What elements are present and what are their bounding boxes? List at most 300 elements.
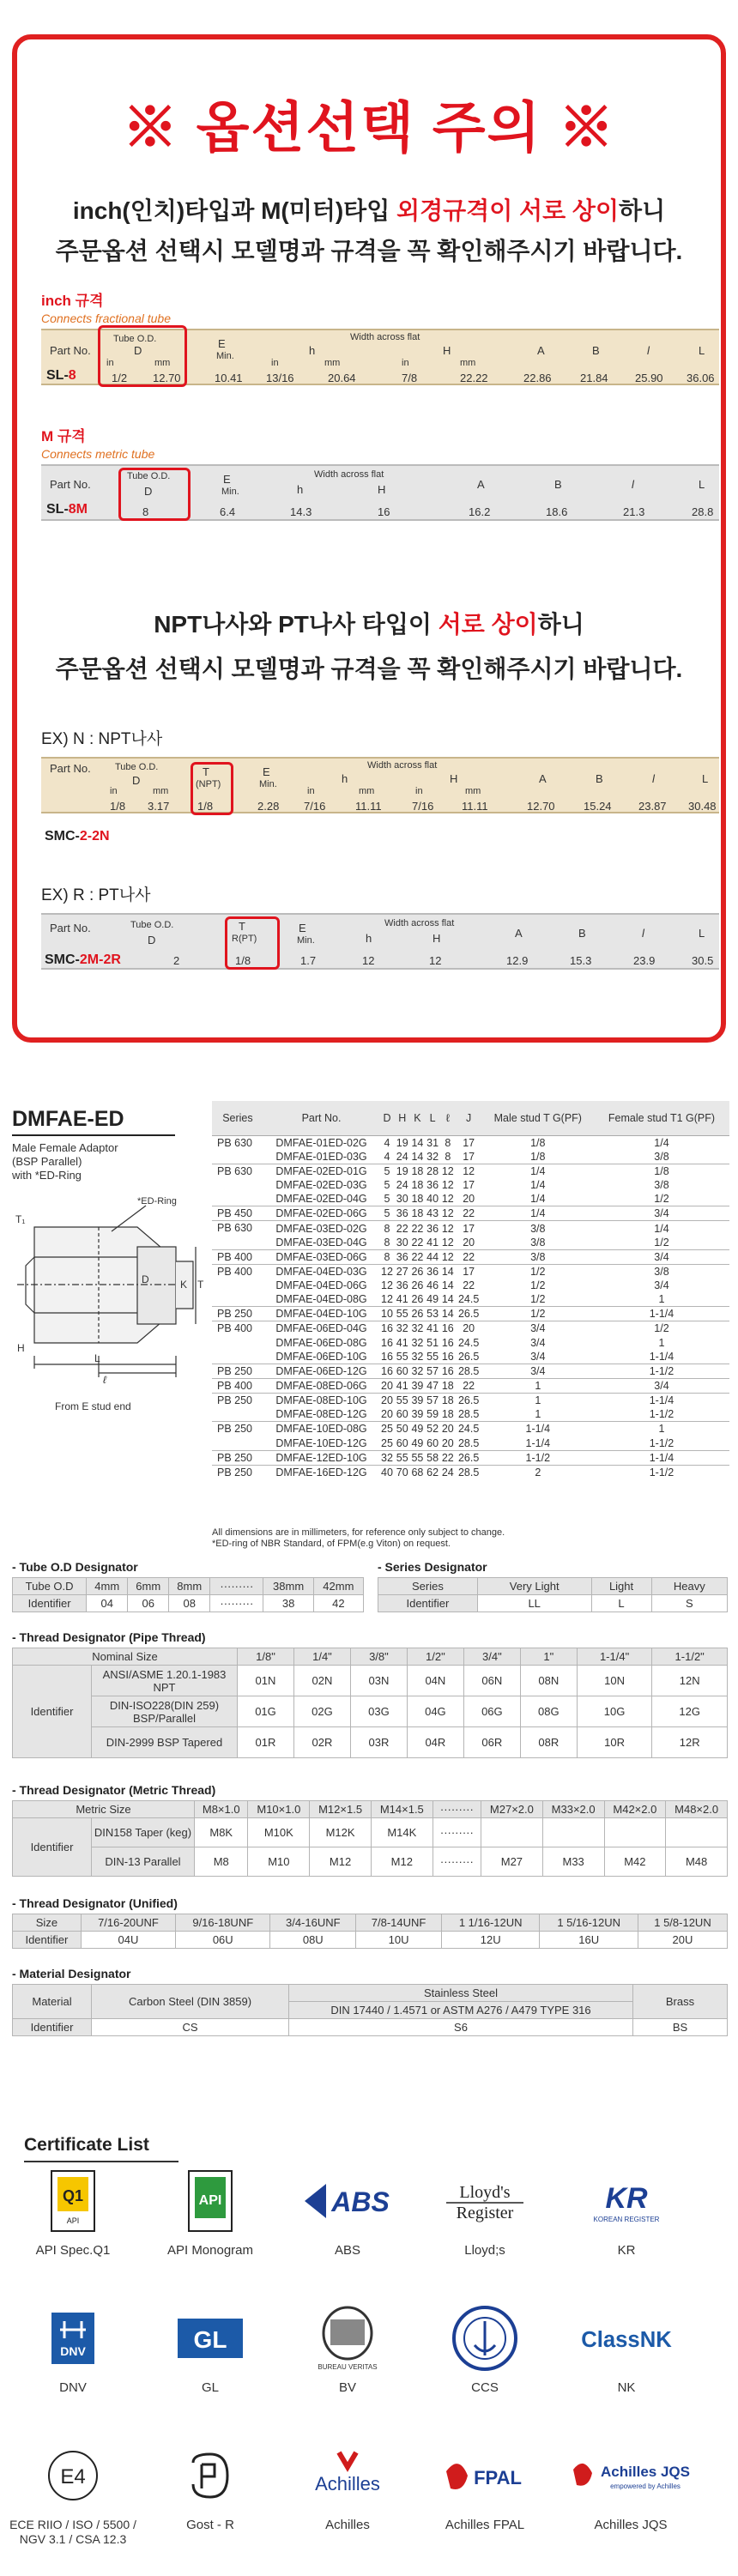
table-cell: 1/4 — [482, 1206, 594, 1221]
ccs-logo — [438, 2300, 532, 2377]
table-cell: 19 — [396, 1136, 408, 1149]
metric-cell: M12 — [310, 1847, 372, 1877]
series-cell — [212, 1292, 263, 1307]
table-cell: 18 — [411, 1207, 424, 1220]
table-cell: 49 — [426, 1293, 439, 1306]
table-cell: 28.5 — [456, 1436, 482, 1451]
table-cell: 5 — [379, 1178, 395, 1193]
table-header: Part No. — [263, 1101, 379, 1135]
svg-text:GL: GL — [193, 2326, 227, 2353]
table-row — [212, 1379, 729, 1394]
table-cell: 1-1/2 — [594, 1407, 729, 1422]
table-cell: 22 — [411, 1236, 424, 1249]
table-cell: 1/2 — [654, 1193, 669, 1206]
series-cell — [212, 1236, 263, 1250]
table-cell: 36 — [426, 1179, 439, 1192]
pipe-cell: 02G — [293, 1696, 350, 1727]
pipe-cell: 06R — [463, 1727, 520, 1758]
table-cell: 12 — [441, 1222, 454, 1235]
table-cell: DMFAE-08ED-12G — [263, 1407, 379, 1422]
unified-cell: 1 5/8-12UN — [638, 1914, 727, 1932]
table-cell: 24.5 — [456, 1422, 482, 1436]
table-cell: 12 — [441, 1164, 454, 1177]
table-cell: 12 — [441, 1179, 454, 1192]
table-cell: 1 — [594, 1422, 729, 1436]
npt-t-highlight — [191, 762, 233, 815]
pt-spec — [41, 910, 719, 970]
table-cell: 32 — [411, 1322, 424, 1335]
pt-model: SMC-2M-2R — [45, 952, 121, 967]
nk-logo — [579, 2300, 674, 2377]
pipe-size: 1/2" — [407, 1648, 463, 1666]
notice-panel — [12, 34, 726, 1043]
pipe-cell: 10R — [577, 1727, 652, 1758]
table-cell: 40 — [426, 1193, 439, 1206]
table-cell: 16 — [441, 1351, 454, 1364]
metric-size: M10×1.0 — [248, 1801, 310, 1818]
table-header: J — [456, 1101, 482, 1135]
pipe-size: 1/4" — [293, 1648, 350, 1666]
table-cell: DMFAE-06ED-12G — [263, 1364, 379, 1379]
table-cell: 17 — [456, 1178, 482, 1193]
tube-od-cell: 08 — [169, 1595, 210, 1612]
pipe-cell: 12G — [652, 1696, 728, 1727]
table-cell: 1/8 — [482, 1135, 594, 1150]
table-cell: 26.5 — [456, 1394, 482, 1408]
table-cell: 41 — [426, 1322, 439, 1335]
table-cell: 17 — [456, 1135, 482, 1150]
table-cell: 3/8 — [594, 1178, 729, 1193]
unified-cell: 7/8-14UNF — [356, 1914, 442, 1932]
table-row — [212, 1307, 729, 1321]
table-cell: 1/4 — [482, 1178, 594, 1193]
pipe-cell: 06N — [463, 1666, 520, 1696]
table-row — [212, 1436, 729, 1451]
table-cell: 32 — [411, 1336, 424, 1349]
table-cell: 1 — [482, 1394, 594, 1408]
table-cell: 70 — [396, 1466, 408, 1478]
m-spec-table: Part No. Tube O.D. D 8 E Min. 6.4 Width across flat h H 14.3 16 A B l L 16.2 18.6 21.3 28.8 SL-8M — [41, 464, 719, 521]
product-description: Male Female Adaptor (BSP Parallel) with *ED-Ring — [12, 1141, 118, 1182]
svg-text:E4: E4 — [60, 2465, 86, 2488]
table-cell: 1/2 — [530, 1279, 546, 1292]
table-cell: DMFAE-06ED-10G — [263, 1350, 379, 1364]
table-cell: 16 — [381, 1322, 393, 1335]
table-cell: 62 — [426, 1466, 439, 1478]
pt-t-highlight — [225, 916, 280, 970]
table-cell: 43 — [426, 1207, 439, 1220]
table-cell: 40 — [381, 1466, 393, 1478]
metric-size: M12×1.5 — [310, 1801, 372, 1818]
table-cell: 24 — [441, 1466, 454, 1478]
table-cell: 50 — [396, 1423, 408, 1436]
table-cell: 26 — [411, 1265, 424, 1278]
table-header: Series — [212, 1101, 263, 1135]
table-cell: 22 — [456, 1379, 482, 1394]
api-q1-logo — [26, 2162, 120, 2240]
table-cell: 3/4 — [654, 1279, 669, 1292]
svg-text:API: API — [198, 2193, 222, 2208]
series-cell — [212, 1150, 263, 1164]
table-cell: 1/4 — [482, 1164, 594, 1178]
table-cell: DMFAE-02ED-04G — [275, 1193, 367, 1206]
product-title: DMFAE-ED — [12, 1107, 124, 1131]
table-cell: 55 — [426, 1351, 439, 1364]
table-cell: DMFAE-10ED-12G — [263, 1436, 379, 1451]
table-cell: 3/8 — [482, 1236, 594, 1250]
table-cell: 30 — [396, 1193, 408, 1206]
cert-abs: ABS ABS — [292, 2162, 403, 2258]
table-cell: 22 — [441, 1451, 454, 1464]
table-cell: 20 — [381, 1408, 393, 1421]
pipe-cell: 01G — [238, 1696, 294, 1727]
table-cell: 1/4 — [530, 1193, 546, 1206]
table-row — [212, 1164, 729, 1178]
table-cell: 3/8 — [594, 1150, 729, 1164]
svg-text:empowered by Achilles: empowered by Achilles — [610, 2482, 681, 2490]
table-cell: 26.5 — [456, 1450, 482, 1465]
cert-api-q1: Q1 API API Spec.Q1 — [17, 2162, 129, 2258]
pipe-thread-title: - Thread Designator (Pipe Thread) — [12, 1630, 206, 1644]
table-row — [212, 1249, 729, 1264]
metric-size: M42×2.0 — [604, 1801, 666, 1818]
table-cell: 55 — [411, 1451, 424, 1464]
table-cell: 39 — [411, 1380, 424, 1393]
table-cell: 39 — [411, 1408, 424, 1421]
table-cell: 57 — [426, 1394, 439, 1407]
svg-text:KOREAN REGISTER: KOREAN REGISTER — [593, 2216, 660, 2223]
cert-ece: E4 ECE RIIO / ISO / 5500 / NGV 3.1 / CSA 12.3 — [9, 2437, 137, 2547]
kr-logo — [579, 2162, 674, 2240]
table-row — [212, 1336, 729, 1351]
api-monogram-logo — [163, 2162, 257, 2240]
table-cell: 55 — [396, 1451, 408, 1464]
table-cell: 31 — [426, 1136, 439, 1149]
svg-text:Achilles JQS: Achilles JQS — [601, 2464, 690, 2480]
table-cell: 22 — [396, 1222, 408, 1235]
product-title-underline — [12, 1134, 175, 1136]
fpal-logo — [438, 2437, 532, 2514]
table-cell: 24.5 — [456, 1292, 482, 1307]
metric-thread-title: - Thread Designator (Metric Thread) — [12, 1783, 216, 1797]
pipe-cell: 10N — [577, 1666, 652, 1696]
table-cell: 55 — [396, 1394, 408, 1407]
series-cell: PB 630 — [212, 1164, 263, 1178]
notice-line-1: inch(인치)타입과 M(미터)타입 외경규격이 서로 상이하니 — [72, 197, 666, 224]
cert-gost: Gost - R — [154, 2437, 266, 2532]
table-cell: 18 — [411, 1179, 424, 1192]
table-cell: 1/2 — [482, 1307, 594, 1321]
pipe-size: 1-1/4" — [577, 1648, 652, 1666]
table-cell: 2 — [482, 1465, 594, 1479]
table-cell: DMFAE-04ED-10G — [263, 1307, 379, 1321]
table-cell: DMFAE-03ED-06G — [263, 1249, 379, 1264]
table-cell: 17 — [456, 1150, 482, 1164]
table-row — [212, 1178, 729, 1193]
table-cell: 4 — [379, 1135, 395, 1150]
series-cell: PB 400 — [212, 1321, 263, 1336]
table-cell: 1-1/4 — [482, 1436, 594, 1451]
table-cell: 3/4 — [482, 1350, 594, 1364]
table-cell: 1-1/2 — [594, 1465, 729, 1479]
table-cell: 28.5 — [456, 1407, 482, 1422]
table-cell: 30 — [396, 1236, 408, 1249]
table-cell: 12 — [441, 1236, 454, 1249]
table-cell: 1-1/4 — [594, 1450, 729, 1465]
m-spec-label: M 규격 — [41, 428, 86, 444]
table-cell: 18 — [441, 1408, 454, 1421]
cert-nk: ClassNK NK — [571, 2300, 682, 2395]
unified-cell: 16U — [540, 1932, 638, 1949]
metric-cell: M33 — [542, 1847, 604, 1877]
table-cell: 28.5 — [456, 1465, 482, 1479]
pipe-size: 1/8" — [238, 1648, 294, 1666]
table-cell: 3/8 — [482, 1249, 594, 1264]
metric-size-label: Metric Size — [13, 1801, 195, 1818]
unified-row — [13, 1914, 728, 1932]
table-cell: 20 — [456, 1236, 482, 1250]
unified-cell: 1 1/16-12UN — [441, 1914, 540, 1932]
table-cell: 55 — [396, 1351, 408, 1364]
table-cell: 16 — [381, 1365, 393, 1378]
npt-spec — [41, 753, 719, 844]
table-cell: 28.5 — [456, 1364, 482, 1379]
fitting-drawing — [9, 1188, 206, 1403]
pipe-row — [13, 1727, 728, 1758]
abs-logo — [300, 2162, 395, 2240]
npt-model: SMC-2-2N — [45, 829, 110, 844]
table-cell: 32 — [411, 1351, 424, 1364]
svg-text:Lloyd's: Lloyd's — [459, 2183, 511, 2202]
pipe-size: 3/4" — [463, 1648, 520, 1666]
svg-text:L: L — [94, 1352, 100, 1364]
unified-cell: Size — [13, 1914, 82, 1932]
metric-size: M8×1.0 — [195, 1801, 248, 1818]
cert-gl: GL GL — [154, 2300, 266, 2395]
tube-od-cell: 38 — [263, 1595, 313, 1612]
table-cell: 52 — [426, 1423, 439, 1436]
pipe-cell: 03N — [350, 1666, 407, 1696]
tube-od-cell: 06 — [128, 1595, 169, 1612]
table-cell: 8 — [379, 1249, 395, 1264]
series-row — [378, 1578, 728, 1595]
series-cell: PB 250 — [212, 1307, 263, 1321]
table-cell: 4 — [379, 1150, 395, 1164]
series-cell — [212, 1350, 263, 1364]
table-cell: 44 — [426, 1250, 439, 1263]
series-table — [378, 1577, 728, 1612]
table-cell: 1 — [594, 1292, 729, 1307]
table-row — [212, 1279, 729, 1293]
series-cell: Light — [591, 1578, 651, 1595]
inch-spec-table: Part No. Tube O.D. D in mm 1/2 12.70 E Min. 10.41 Width across flat h H in mm in mm 13/16 20.64 7/8 22.22 A B l L 22.86 21.84 25.90 36.06 SL-8 — [41, 329, 719, 385]
table-cell: 41 — [396, 1336, 408, 1349]
metric-cell: M10 — [248, 1847, 310, 1877]
jqs-logo — [566, 2437, 695, 2514]
dnv-logo — [26, 2300, 120, 2377]
dimension-table — [212, 1101, 729, 1479]
table-cell: DMFAE-12ED-10G — [263, 1450, 379, 1465]
table-cell: 36 — [396, 1279, 408, 1292]
table-cell: 19 — [396, 1164, 408, 1177]
svg-text:H: H — [17, 1342, 25, 1354]
table-row — [212, 1150, 729, 1164]
certificate-list-title: Certificate List — [24, 2135, 149, 2155]
table-cell: 1-1/2 — [594, 1364, 729, 1379]
inch-spec — [41, 288, 719, 385]
series-cell: PB 250 — [212, 1394, 263, 1408]
table-cell: 18 — [411, 1193, 424, 1206]
table-cell: 12 — [441, 1250, 454, 1263]
table-header: H — [395, 1101, 410, 1135]
table-cell: DMFAE-08ED-06G — [263, 1379, 379, 1394]
table-cell: 25 — [381, 1436, 393, 1449]
series-cell: Series — [378, 1578, 478, 1595]
metric-size: M48×2.0 — [666, 1801, 728, 1818]
pipe-cell: 12N — [652, 1666, 728, 1696]
pipe-header-row — [13, 1648, 728, 1666]
tube-od-cell: Identifier — [13, 1595, 87, 1612]
table-cell: 22 — [456, 1249, 482, 1264]
table-cell: 1/4 — [594, 1221, 729, 1236]
table-row — [212, 1135, 729, 1150]
notice-line-4: 주문옵션 선택시 모델명과 규격을 꼭 확인해주시기 바랍니다. — [55, 656, 683, 682]
metric-header-row — [13, 1801, 728, 1818]
pipe-standard: ANSI/ASME 1.20.1-1983 NPT — [92, 1666, 238, 1696]
notice-line-2: 주문옵션 선택시 모델명과 규격을 꼭 확인해주시기 바랍니다. — [55, 238, 683, 264]
pipe-row — [13, 1666, 728, 1696]
metric-standard: DIN158 Taper (keg) — [92, 1818, 195, 1847]
pipe-cell: 01R — [238, 1727, 294, 1758]
table-cell: 1-1/4 — [482, 1422, 594, 1436]
pipe-cell: 10G — [577, 1696, 652, 1727]
series-cell: Identifier — [378, 1595, 478, 1612]
table-cell: 10 — [381, 1308, 393, 1321]
table-cell: 1/2 — [594, 1236, 729, 1250]
table-cell: 3/4 — [594, 1206, 729, 1221]
tube-od-cell: 6mm — [128, 1578, 169, 1595]
pipe-cell: 04G — [407, 1696, 463, 1727]
metric-cell: M12 — [371, 1847, 433, 1877]
table-cell: 3/8 — [594, 1264, 729, 1279]
metric-cell: M27 — [481, 1847, 543, 1877]
table-cell: 1-1/4 — [594, 1394, 729, 1408]
bv-logo — [300, 2300, 395, 2377]
table-cell: 60 — [396, 1436, 408, 1449]
series-cell: L — [591, 1595, 651, 1612]
table-cell: 14 — [441, 1293, 454, 1306]
metric-thread-table — [12, 1800, 728, 1877]
tube-od-cell: 38mm — [263, 1578, 313, 1595]
svg-text:Q1: Q1 — [62, 2187, 84, 2204]
svg-text:FPAL: FPAL — [474, 2467, 522, 2488]
svg-text:ABS: ABS — [331, 2186, 390, 2217]
table-cell: 3/4 — [594, 1249, 729, 1264]
npt-label: EX) N : NPT나사 — [41, 730, 163, 748]
table-cell: 3/4 — [482, 1321, 594, 1336]
series-cell: PB 450 — [212, 1206, 263, 1221]
table-cell: DMFAE-06ED-04G — [263, 1321, 379, 1336]
table-cell: 55 — [396, 1308, 408, 1321]
unified-cell: 9/16-18UNF — [176, 1914, 270, 1932]
metric-cell — [481, 1818, 543, 1847]
pipe-thread-table — [12, 1648, 728, 1758]
table-footnote: All dimensions are in millimeters, for reference only subject to change. *ED-ring of NBR Standard, of FPM(e.g Viton) on request. — [212, 1527, 505, 1549]
inch-od-highlight — [98, 325, 187, 387]
table-cell: 8 — [379, 1221, 395, 1236]
inch-model: SL-8 — [46, 368, 76, 383]
table-cell: 22 — [411, 1250, 424, 1263]
table-cell: 8 — [379, 1236, 395, 1250]
svg-text:ClassNK: ClassNK — [581, 2328, 672, 2353]
pipe-cell: 02N — [293, 1666, 350, 1696]
tube-od-cell: 42mm — [313, 1578, 363, 1595]
metric-cell — [542, 1818, 604, 1847]
table-cell: 1-1/4 — [594, 1350, 729, 1364]
metric-size: M33×2.0 — [542, 1801, 604, 1818]
table-cell: 36 — [396, 1207, 408, 1220]
tube-od-cell: 42 — [313, 1595, 363, 1612]
series-cell — [212, 1407, 263, 1422]
table-cell: 16 — [381, 1336, 393, 1349]
unified-cell: 06U — [176, 1932, 270, 1949]
table-cell: 49 — [411, 1436, 424, 1449]
metric-cell: M14K — [371, 1818, 433, 1847]
pipe-size: 1-1/2" — [652, 1648, 728, 1666]
table-cell: 32 — [381, 1451, 393, 1464]
table-row — [212, 1394, 729, 1408]
pipe-size: 3/8" — [350, 1648, 407, 1666]
table-row — [212, 1206, 729, 1221]
table-cell: 24.5 — [457, 1336, 480, 1349]
table-cell: 20 — [463, 1193, 475, 1206]
series-cell: LL — [477, 1595, 591, 1612]
table-cell: 22 — [463, 1279, 475, 1292]
tube-od-title: - Tube O.D Designator — [12, 1560, 138, 1574]
pipe-cell: 03R — [350, 1727, 407, 1758]
table-cell: 32 — [411, 1365, 424, 1378]
table-cell: DMFAE-16ED-12G — [263, 1465, 379, 1479]
svg-text:Achilles: Achilles — [315, 2473, 380, 2494]
svg-text:API: API — [66, 2216, 80, 2225]
metric-cell — [666, 1818, 728, 1847]
material-title: - Material Designator — [12, 1967, 131, 1980]
table-cell: 26.5 — [456, 1350, 482, 1364]
unified-cell: 04U — [81, 1932, 175, 1949]
table-cell: 60 — [396, 1365, 408, 1378]
table-row — [212, 1192, 729, 1206]
table-cell: 14 — [441, 1308, 454, 1321]
table-cell: 47 — [426, 1380, 439, 1393]
table-cell: 20 — [381, 1394, 393, 1407]
achilles-logo — [300, 2437, 395, 2514]
table-cell: 60 — [426, 1436, 439, 1449]
table-cell: 27 — [396, 1265, 408, 1278]
tube-od-cell: 4mm — [87, 1578, 128, 1595]
table-cell: DMFAE-03ED-02G — [263, 1221, 379, 1236]
unified-row — [13, 1932, 728, 1949]
table-cell: DMFAE-08ED-10G — [263, 1394, 379, 1408]
unified-thread-title: - Thread Designator (Unified) — [12, 1896, 178, 1910]
table-cell: DMFAE-04ED-03G — [263, 1264, 379, 1279]
table-cell: 20 — [456, 1321, 482, 1336]
table-row — [212, 1422, 729, 1436]
m-od-highlight — [118, 468, 191, 521]
table-cell: 17 — [456, 1221, 482, 1236]
metric-size: M14×1.5 — [371, 1801, 433, 1818]
metric-size: M27×2.0 — [481, 1801, 543, 1818]
m-spec — [41, 424, 719, 521]
